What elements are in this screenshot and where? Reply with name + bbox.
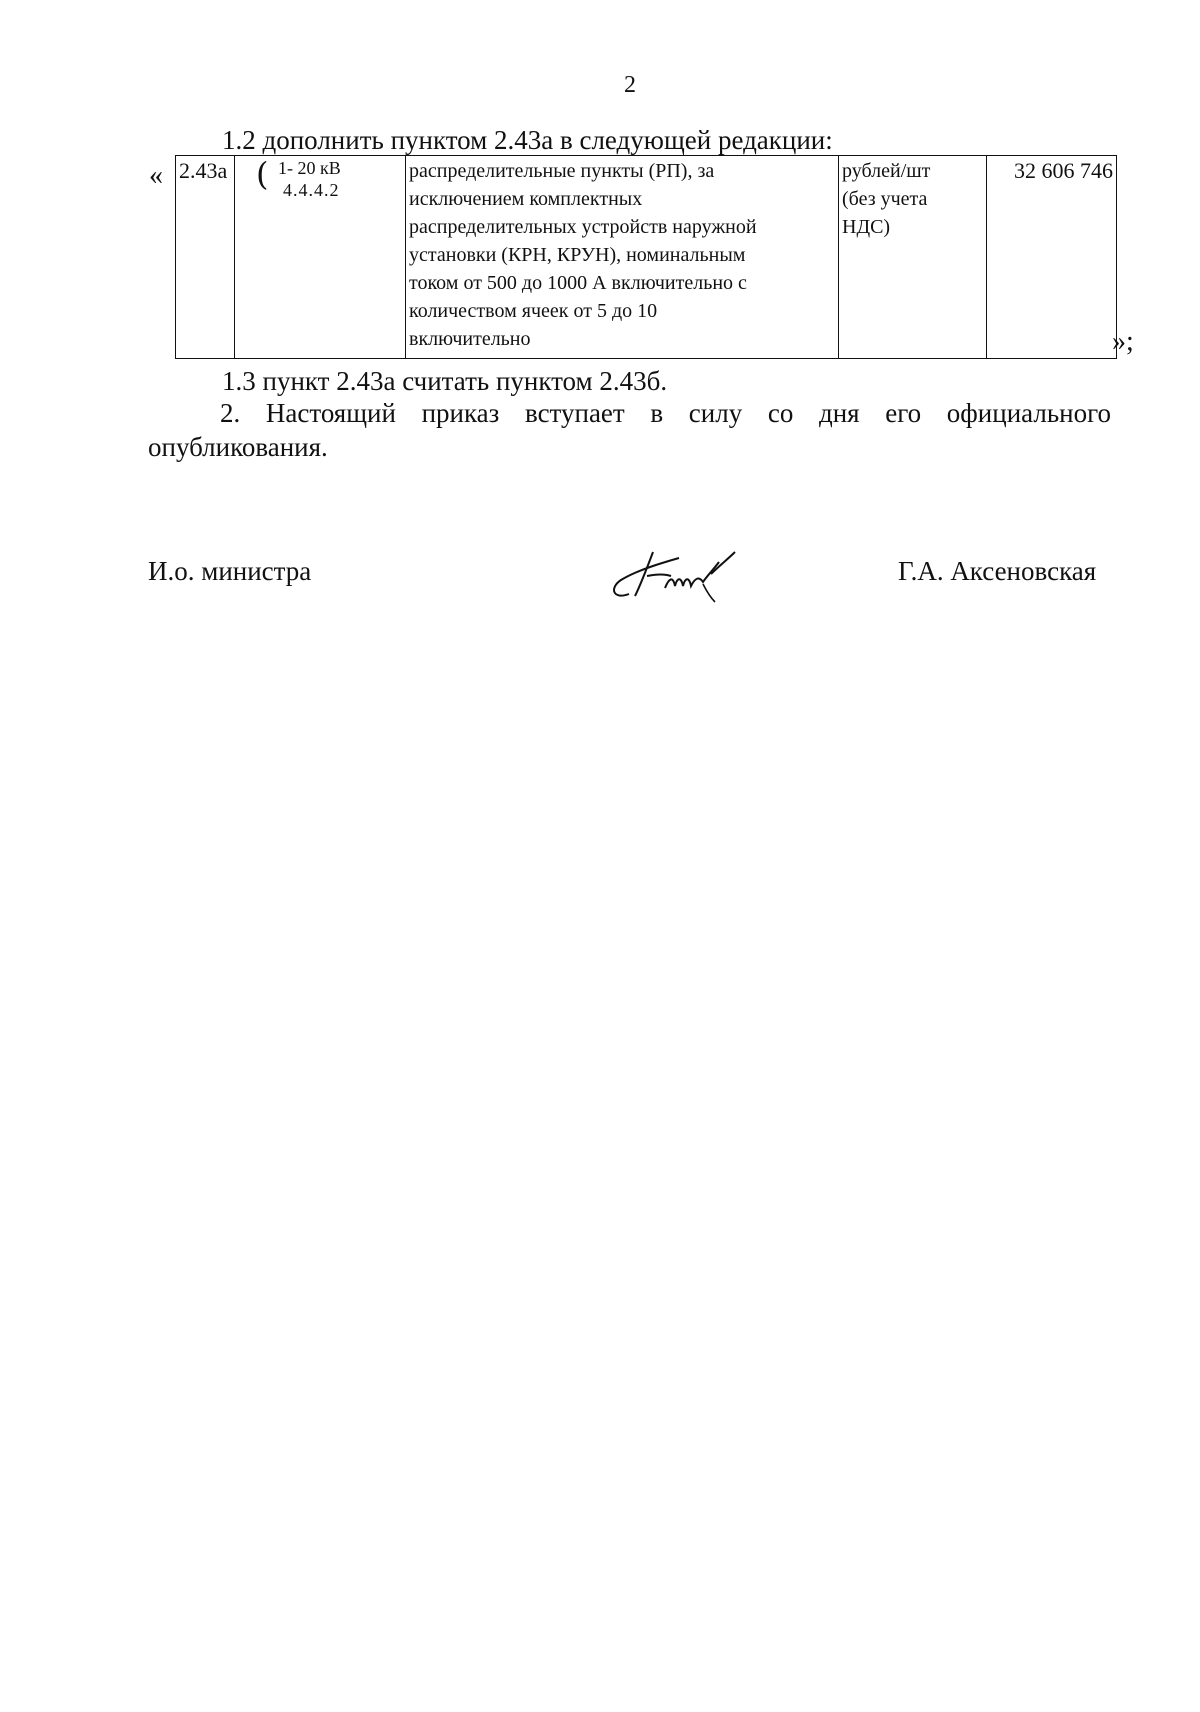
code-cell — [235, 156, 406, 359]
handwritten-signature — [607, 540, 757, 610]
paragraph-2-line-1: 2. Настоящий приказ вступает в силу со дня его официального — [220, 398, 1111, 428]
paragraph-1-2: 1.2 дополнить пунктом 2.43а в следующей редакции: — [222, 125, 833, 155]
paragraph-1-3: 1.3 пункт 2.43а считать пунктом 2.43б. — [222, 366, 668, 396]
signer-name: Г.А. Аксеновская — [898, 556, 1097, 586]
description-line: количеством ячеек от 5 до 10 — [409, 300, 658, 322]
description-line: распределительных устройств наружной — [409, 216, 757, 238]
unit-line: (без учета — [842, 188, 928, 210]
quote-close: »; — [1112, 326, 1134, 357]
quote-open: « — [149, 160, 163, 191]
signer-role: И.о. министра — [148, 556, 312, 586]
value-cell — [987, 156, 1117, 359]
code-voltage: 1- 20 кВ — [278, 158, 341, 178]
description-line: распределительные пункты (РП), за — [409, 160, 715, 182]
description-cell — [406, 156, 839, 359]
amendment-table — [175, 155, 1117, 359]
description-line: включительно — [409, 328, 531, 350]
description-line: установки (КРН, КРУН), номинальным — [409, 244, 746, 266]
unit-line: рублей/шт — [842, 160, 931, 182]
item-number-cell: 2.43а — [176, 156, 235, 359]
table-row — [176, 156, 1117, 359]
page-number: 2 — [624, 72, 636, 98]
value-text: 32 606 746 — [1014, 158, 1113, 183]
unit-line: НДС) — [842, 216, 891, 238]
description-line: исключением комплектных — [409, 188, 643, 210]
bracket-mark: ( — [256, 155, 269, 193]
unit-cell — [839, 156, 987, 359]
paragraph-2-line-2: опубликования. — [148, 432, 328, 462]
code-clause: 4.4.4.2 — [283, 180, 340, 200]
description-line: током от 500 до 1000 А включительно с — [409, 272, 747, 294]
